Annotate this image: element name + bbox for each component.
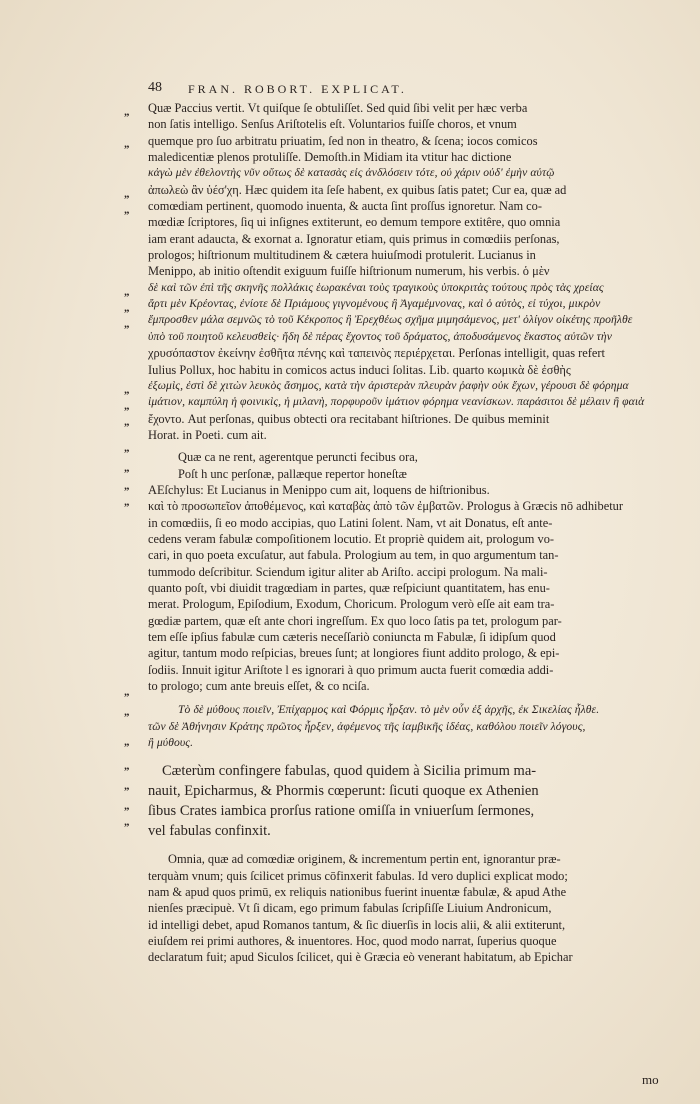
greek-line: δὲ καὶ τῶν ἐπὶ τῆς σκηνῆς πολλάκις ἑωρακέναι τοὺς τραγικοὺς ὑποκριτὰς τούτους πρὸς τὰς χρείας: [148, 280, 604, 294]
quote-mark: „: [124, 106, 130, 118]
greek-line: Τὸ δὲ μύθους ποιεῖν, Ἐπίχαρμος καὶ Φόρμις ἦρξαν. τὸ μὲν οὖν ἐξ ἀρχῆς, ἐκ Σικελίας ἦλθε.: [178, 703, 600, 717]
emphasis-line: nauit, Epicharmus, & Phormis cœperunt: ſicuti quoque ex Athenien: [148, 783, 539, 800]
quote-mark: „: [124, 400, 130, 412]
quote-mark: „: [124, 760, 130, 772]
greek-line: ἱμάτιον, καμπύλη ἡ φοινικὶς, ἡ μιλανὴ, πορφυροῦν ἱμάτιον φόρημα νεανίσκων. παράσιτοι δὲ μέλαιν ἢ φαιὰ: [148, 395, 645, 409]
quote-mark: „: [124, 302, 130, 314]
emphasis-line: ſibus Crates iambica prorſus ratione omiſſa in vniuerſum ſermones,: [148, 803, 535, 820]
quote-mark: „: [124, 800, 130, 812]
text-line: ἔχοντο. Aut perſonas, quibus obtecti ora recitabant hiſtriones. De quibus meminit: [148, 411, 550, 426]
text-line: comœdiam pertinent, quomodo inuenta, & aucta ſint proſſus ignoretur. Nam co-: [148, 199, 543, 214]
text-line: AEſchylus: Et Lucianus in Menippo cum ait, loquens de hiſtrionibus.: [148, 482, 490, 497]
page-number: 48: [148, 80, 162, 95]
text-line: cedens veram fabulæ compoſitionem locutio. Et propriè quidem ait, prologum vo-: [148, 531, 555, 546]
quote-mark: „: [124, 204, 130, 216]
text-line: nienſes præcipuè. Vt ſi dicam, ego primum fabulas ſcripſiſſe Liuium Andronicum,: [148, 901, 552, 916]
text-line: ſodiis. Innuit igitur Ariſtote l es ignorari à quo primum aucta fuerit comœdia addi-: [148, 662, 554, 677]
text-line: id intelligi debet, apud Romanos tantum, & ſic diuerſis in locis alii, & alii extiterunt,: [148, 917, 566, 932]
running-head: FRAN. ROBORT. EXPLICAT.: [188, 82, 407, 96]
text-line: cari, in quo poeta excuſatur, aut fabula. Prologium au tem, in quo argumentum tan-: [148, 548, 559, 563]
text-line: Omnia, quæ ad comœdiæ originem, & incrementum pertin ent, ignorantur præ-: [168, 852, 561, 867]
text-line: terquàm vnum; quis ſcilicet primus cōfinxerit fabulas. Id vero duplici explicat modo;: [148, 868, 568, 883]
page-header: [148, 80, 668, 102]
text-line: in comœdiis, ſi eo modo accipias, quo Latini ſolent. Nam, vt ait Donatus, eſt ante-: [148, 515, 553, 530]
text-line: ἀπωλεὼ ἂν ὑέσ'χη. Hæc quidem ita ſeſe habent, ex quibus ſatis patet; Cur ea, quæ ad: [148, 182, 567, 197]
quote-mark: „: [124, 686, 130, 698]
quote-mark: „: [124, 480, 130, 492]
text-line: eiuſdem rei primi authores, & inuentores. Hoc, quod modo narrat, ſuperius quoque: [148, 934, 557, 949]
text-line: prologos; hiſtrionum multitudinem & cætera huiuſmodi protulerit. Lucianus in: [148, 248, 536, 263]
quote-mark: „: [124, 780, 130, 792]
text-line: Horat. in Poeti. cum ait.: [148, 427, 267, 442]
text-line: agitur, tantum modo reſpicias, breues ſunt; at longiores fiunt addito prologo, & epi-: [148, 646, 560, 661]
text-line: Iulius Pollux, hoc habitu in comicos actus induci ſolitas. Lib. quarto κωμικὰ δὲ ἐσθὴς: [148, 362, 571, 377]
verse-line: Quæ ca ne rent, agerentque peruncti fecibus ora,: [178, 450, 418, 465]
greek-line: τῶν δὲ Ἀθήνησιν Κράτης πρῶτος ἦρξεν, ἀφέμενος τῆς ἰαμβικῆς ἰδέας, καθόλου ποιεῖν λόγους,: [148, 719, 586, 733]
text-line: tummodo deſcribitur. Sciendum igitur aliter ab Ariſto. accipi prologum. Na mali-: [148, 564, 548, 579]
text-line: non ſatis intelligo. Senſus Ariſtotelis eſt. Voluntarios fuiſſe choros, et vnum: [148, 117, 517, 132]
emphasis-line: vel fabulas confinxit.: [148, 823, 271, 840]
text-line: Quæ Paccius vertit. Vt quiſque ſe obtuliſſet. Sed quid ſibi velit per hæc verba: [148, 101, 528, 115]
greek-line: ἢ μύθους.: [148, 736, 194, 750]
text-line: to prologo; cum ante breuis eſſet, & co nciſa.: [148, 679, 370, 694]
text-line: maledicentiæ plenos protuliſſe. Demoſth.in Midiam ita vtitur hac dictione: [148, 150, 512, 165]
quote-mark: „: [124, 706, 130, 718]
text-line: quanto poſt, vbi diuidit tragœdiam in partes, quæ reſpiciunt quantitatem, has enu-: [148, 580, 550, 595]
main-text: [148, 100, 668, 966]
text-line: declaratum fuit; apud Siculos ſcilicet, qui è Græcia eò venerant habitatum, ab Epichar: [148, 950, 573, 965]
emphasis-line: Cæterùm confingere fabulas, quod quidem à Sicilia primum ma-: [162, 763, 537, 780]
quote-mark: „: [124, 384, 130, 396]
greek-line: κἀγὼ μὲν ἐθελοντὴς νῦν οὕτως δὲ κατασὰς εἰς ἀνδλόσειν τότε, οὐ χάριν οὐδ' ἐμὴν αὐτῷ: [148, 166, 555, 180]
quote-mark: „: [124, 138, 130, 150]
quote-mark: „: [124, 318, 130, 330]
verse-line: Poſt h unc perſonæ, pallæque repertor honeſtæ: [178, 466, 407, 481]
text-line: καὶ τὸ προσωπεῖον ἀποθέμενος, καὶ καταβὰς ἀπὸ τῶν ἐμβατῶν. Prologus à Græcis nō adhibetur: [148, 499, 623, 514]
quote-mark: „: [124, 496, 130, 508]
catchword: mo: [642, 1072, 659, 1087]
greek-line: ἔμπροσθεν μάλα σεμνῶς τὸ τοῦ Κέκροπος ἢ Ἐρεχθέως σχῆμα μιμησάμενος, μετ' ὀλίγον οἰκέτης προῆλθε: [148, 313, 633, 327]
greek-line: ἄρτι μὲν Κρέοντας, ἐνίοτε δὲ Πριάμους γιγνομένους ἢ Ἀγαμέμνονας, καὶ ὁ αὐτὸς, εἰ τύχοι, μικρὸν: [148, 297, 601, 311]
quote-mark: „: [124, 736, 130, 748]
text-line: Menippo, ab initio oſtendit exiguum fuiſſe hiſtrionum numerum, his verbis. ὁ μὲν: [148, 264, 550, 279]
quote-mark: „: [124, 816, 130, 828]
text-line: tem eſſe ipſius fabulæ cum cæteris neceſſariò coniuncta m Fabulæ, ſi idipſum quod: [148, 630, 556, 644]
quote-mark: „: [124, 188, 130, 200]
greek-line: ἐξωμὶς, ἐστὶ δὲ χιτὼν λευκὸς ἄσημος, κατὰ τὴν ἀριστερὰν πλευρὰν ῥαφὴν οὐκ ἔχων, γέρουσι δὲ φόρημα: [148, 378, 629, 392]
quote-mark: „: [124, 442, 130, 454]
text-line: gœdiæ partem, quæ eſt ante chori ingreſſum. Ex quo loco ſatis pa tet, prologum par-: [148, 613, 562, 628]
text-line: merat. Prologum, Epiſodium, Exodum, Choricum. Prologum verò eſſe ait eam tra-: [148, 597, 555, 612]
quote-mark: „: [124, 286, 130, 298]
text-line: nam & apud quos primū, ex reliquis nationibus fuerint inuentæ fabulæ, & apud Athe: [148, 885, 567, 900]
text-line: quemque pro ſuo arbitratu priuatim, ſed non in theatro, & ſcena; iocos comicos: [148, 133, 538, 148]
text-line: χρυσόπαστον ἐκείνην ἐσθῆτα πένης καὶ ταπεινὸς περιέρχεται. Perſonas intelligit, quas refert: [148, 346, 605, 361]
quote-mark: „: [124, 416, 130, 428]
text-line: mœdiæ ſcriptores, ſiq ui inſignes extiterunt, eo demum tempore extitêre, quo omnia: [148, 215, 561, 230]
quote-mark: „: [124, 462, 130, 474]
text-line: iam erant adaucta, & exornat a. Ignoratur etiam, quis primus in comœdiis perſonas,: [148, 231, 560, 246]
greek-line: ὑπὸ τοῦ ποιητοῦ κελευσθεὶς· ἤδη δὲ πέρας ἔχοντος τοῦ δράματος, ἀποδυσάμενος ἕκαστος αὐτῶν τὴν: [148, 329, 612, 343]
